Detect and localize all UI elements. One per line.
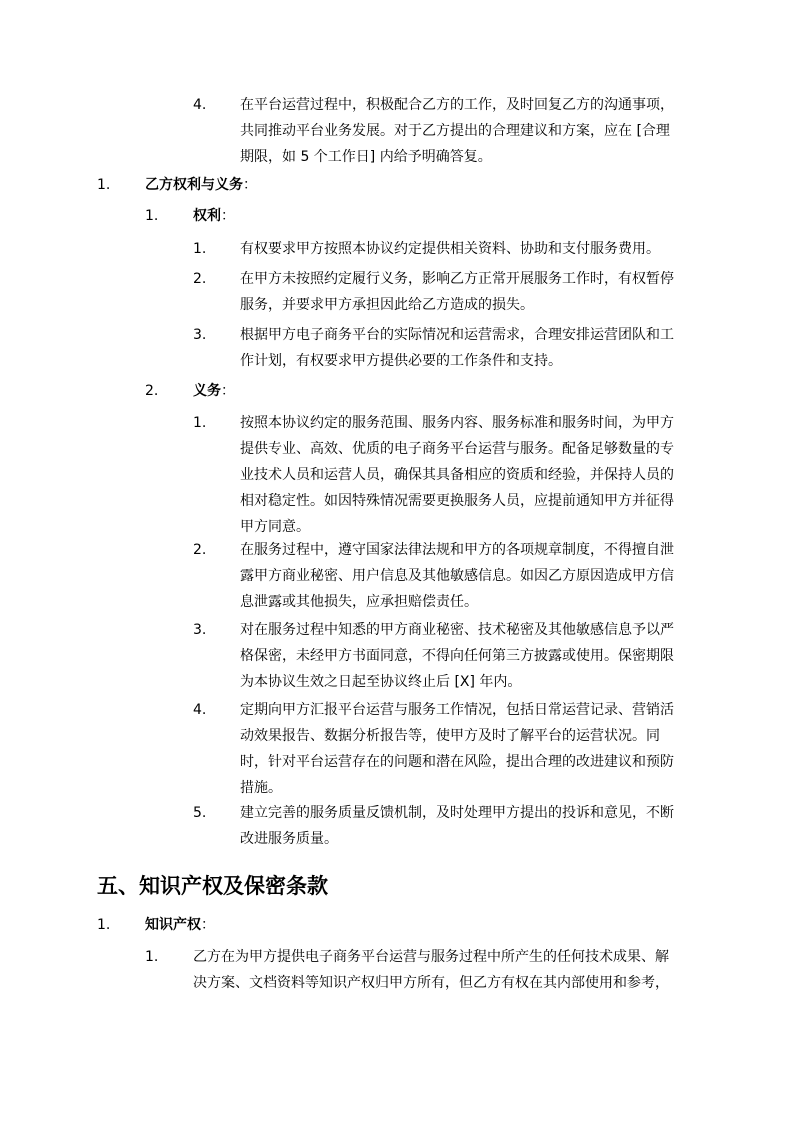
list-item-text — [240, 537, 674, 615]
subsection-title-text: 权利 — [193, 208, 221, 224]
list-number: 4. — [193, 97, 207, 113]
section-heading: 五、知识产权及保密条款 — [97, 874, 328, 898]
text-line: 时，针对平台运营存在的问题和潜在风险，提出合理的改进建议和预防 — [240, 754, 674, 770]
text-line: 在平台运营过程中，积极配合乙方的工作，及时回复乙方的沟通事项， — [240, 97, 674, 113]
text-line: 共同推动平台业务发展。对于乙方提出的合理建议和方案，应在 [合理 — [240, 123, 670, 139]
section-title — [145, 912, 215, 938]
text-line: 乙方在为甲方提供电子商务平台运营与服务过程中所产生的任何技术成果、解 — [193, 949, 669, 965]
subsection-title — [193, 378, 235, 404]
list-item-text — [240, 236, 660, 262]
section-number: 1. — [97, 917, 111, 933]
section-title-text: 乙方权利与义务 — [145, 177, 243, 193]
list-number: 1. — [193, 415, 207, 431]
text-line: 息泄露或其他损失，应承担赔偿责任。 — [240, 594, 478, 610]
text-line: 定期向甲方汇报平台运营与服务工作情况，包括日常运营记录、营销活 — [240, 702, 674, 718]
text-line: 决方案、文档资料等知识产权归甲方所有，但乙方有权在其内部使用和参考， — [193, 975, 669, 991]
section-title — [145, 172, 257, 198]
list-number: 1. — [193, 241, 207, 257]
text-line: 甲方同意。 — [240, 519, 310, 535]
list-item-text — [240, 92, 674, 170]
text-line: 露甲方商业秘密、用户信息及其他敏感信息。如因乙方原因造成甲方信 — [240, 568, 674, 584]
text-line: 改进服务质量。 — [240, 831, 338, 847]
text-line: 作计划，有权要求甲方提供必要的工作条件和支持。 — [240, 353, 562, 369]
list-item-text — [240, 800, 674, 852]
text-line: 按照本协议约定的服务范围、服务内容、服务标准和服务时间，为甲方 — [240, 415, 674, 431]
subsection-title-text: 义务 — [193, 383, 221, 399]
text-line: 建立完善的服务质量反馈机制，及时处理甲方提出的投诉和意见，不断 — [240, 805, 674, 821]
text-line: 在服务过程中，遵守国家法律法规和甲方的各项规章制度，不得擅自泄 — [240, 542, 674, 558]
list-item-text — [240, 410, 674, 540]
text-line: 期限，如 5 个工作日] 内给予明确答复。 — [240, 149, 492, 165]
text-line: 有权要求甲方按照本协议约定提供相关资料、协助和支付服务费用。 — [240, 241, 660, 257]
subsection-title — [193, 203, 235, 229]
text-line: 动效果报告、数据分析报告等，使甲方及时了解平台的运营状况。同 — [240, 728, 660, 744]
colon: ： — [221, 383, 235, 399]
list-number: 3. — [193, 327, 207, 343]
text-line: 业技术人员和运营人员，确保其具备相应的资质和经验，并保持人员的 — [240, 467, 674, 483]
text-line: 服务，并要求甲方承担因此给乙方造成的损失。 — [240, 297, 534, 313]
list-number: 2. — [193, 271, 207, 287]
list-item-text — [240, 617, 674, 695]
colon: ： — [201, 917, 215, 933]
text-line: 为本协议生效之日起至协议终止后 [X] 年内。 — [240, 674, 522, 690]
text-line: 在甲方未按照约定履行义务，影响乙方正常开展服务工作时，有权暂停 — [240, 271, 674, 287]
text-line: 对在服务过程中知悉的甲方商业秘密、技术秘密及其他敏感信息予以严 — [240, 622, 674, 638]
text-line: 措施。 — [240, 780, 282, 796]
text-line: 根据甲方电子商务平台的实际情况和运营需求，合理安排运营团队和工 — [240, 327, 674, 343]
subsection-number: 1. — [145, 208, 159, 224]
list-item-text — [240, 697, 674, 801]
list-number: 4. — [193, 702, 207, 718]
colon: ： — [243, 177, 257, 193]
list-item-text — [240, 322, 674, 374]
section-title-text: 知识产权 — [145, 917, 201, 933]
list-number: 1. — [145, 949, 159, 965]
text-line: 相对稳定性。如因特殊情况需要更换服务人员，应提前通知甲方并征得 — [240, 493, 674, 509]
list-item-text — [193, 944, 669, 996]
list-item-text — [240, 266, 674, 318]
text-line: 格保密，未经甲方书面同意，不得向任何第三方披露或使用。保密期限 — [240, 648, 674, 664]
list-number: 3. — [193, 622, 207, 638]
subsection-number: 2. — [145, 383, 159, 399]
list-number: 5. — [193, 805, 207, 821]
list-number: 2. — [193, 542, 207, 558]
colon: ： — [221, 208, 235, 224]
section-number: 1. — [97, 177, 111, 193]
text-line: 提供专业、高效、优质的电子商务平台运营与服务。配备足够数量的专 — [240, 441, 674, 457]
